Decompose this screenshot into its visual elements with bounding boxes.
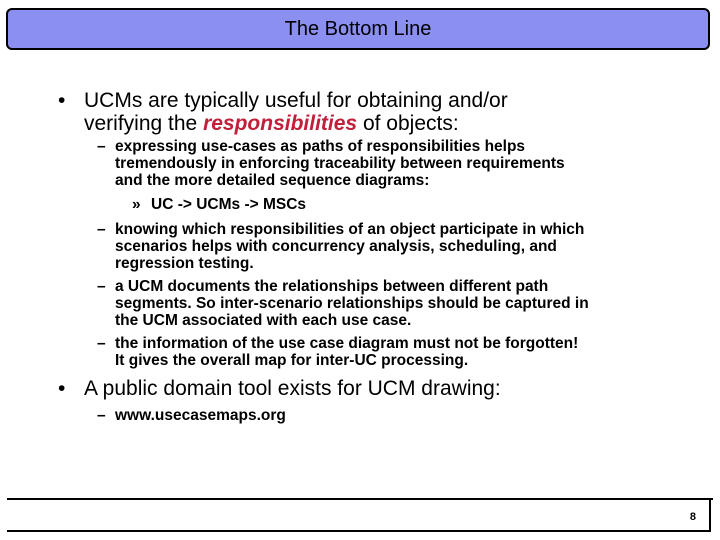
subbullet-1-line-1: expressing use-cases as paths of responsibilities helps	[115, 138, 526, 155]
bullet-1-text	[84, 89, 508, 135]
dash-marker: –	[97, 221, 106, 238]
subbullet-3-line-1: a UCM documents the relationships between different path	[115, 278, 549, 295]
subbullet-4-line-2: It gives the overall map for inter-UC processing.	[115, 352, 469, 369]
subsub-bullet-1-text: UC -> UCMs -> MSCs	[151, 196, 307, 213]
subbullet-1-text	[115, 138, 565, 189]
emphasis-responsibilities: responsibilities	[203, 112, 358, 135]
bullet-2-text: A public domain tool exists for UCM drawing:	[84, 377, 501, 400]
subbullet-3-line-2: segments. So inter-scenario relationships should be captured in	[115, 295, 589, 312]
dash-marker: –	[97, 278, 106, 295]
bullet-1-line-2-post: of objects:	[357, 112, 459, 135]
bullet-1-line-1: UCMs are typically useful for obtaining and/or	[84, 89, 508, 112]
subbullet-4-line-1: the information of the use case diagram must not be forgotten!	[115, 335, 579, 352]
subbullet-2-line-1: knowing which responsibilities of an object participate in which	[115, 221, 585, 238]
subbullet-2-line-2: scenarios helps with concurrency analysis, scheduling, and	[115, 238, 557, 255]
bullet-marker: •	[58, 89, 66, 112]
dash-marker: –	[97, 407, 106, 424]
chevron-marker: »	[132, 196, 141, 213]
subbullet-4-text	[115, 335, 578, 369]
bullet-marker: •	[58, 377, 66, 400]
bullet-1-line-2-pre: verifying the	[84, 112, 204, 135]
subbullet-3-line-3: the UCM associated with each use case.	[115, 312, 412, 329]
subbullet-2-line-3: regression testing.	[115, 255, 254, 272]
subbullet-2-text	[115, 221, 584, 272]
slide-title: The Bottom Line	[284, 17, 432, 40]
dash-marker: –	[97, 335, 106, 352]
subbullet-1-line-2: tremendously in enforcing traceability between requirements	[115, 155, 565, 172]
subbullet-3-text	[115, 278, 589, 329]
page-number: 8	[689, 511, 696, 523]
dash-marker: –	[97, 138, 106, 155]
footer-frame	[7, 498, 711, 532]
url-text: www.usecasemaps.org	[115, 407, 286, 424]
subbullet-1-line-3: and the more detailed sequence diagrams:	[115, 172, 430, 189]
